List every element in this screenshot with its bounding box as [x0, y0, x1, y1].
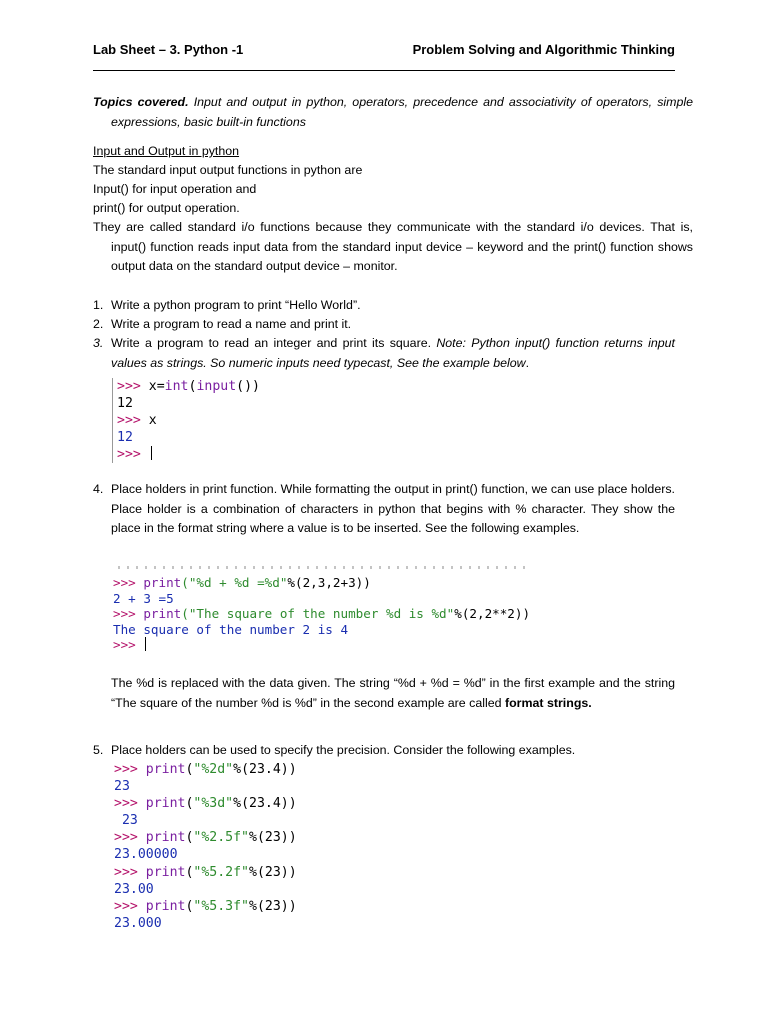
text-cursor: [145, 637, 146, 651]
header-rule: [93, 70, 675, 71]
code-output: 23.00000: [114, 847, 178, 863]
precision-heading: Place holders can be used to specify the precision.: [111, 743, 390, 757]
list-item-text: Write a program to read an integer and print its square. Note: Python input() function returns input values as strings. So numeric inputs need typecast, See the example below.: [111, 336, 675, 370]
code-output: 2 + 3 =5: [113, 590, 174, 606]
print-function-name: print(): [93, 201, 126, 215]
input-function-name: Input(): [93, 182, 129, 196]
topics-paragraph: [93, 93, 693, 132]
list-item-2: [93, 315, 675, 335]
code-block-precision: >>> print("%2d"%(23.4)) 23 >>> print("%3d"%(23.4)) 23 >>> print("%2.5f"%(23)) 23.00000 >>> print("%5.2f"%(23)) 23.00 >>> print("%5.3f"%(23)) 23.000: [114, 762, 297, 931]
cropped-text-remnant: [118, 566, 528, 569]
list-number: 5.: [93, 743, 104, 757]
code-output: 12: [117, 430, 133, 445]
placeholder-heading: Place holders in print function.: [111, 482, 278, 496]
code-block-input: >>> x=int(input()) 12 >>> x 12 >>>: [112, 378, 260, 463]
code-output: 23.00: [114, 881, 154, 897]
list-item-text: Write a program to read a name and print it.: [111, 317, 352, 331]
list-number: 1.: [93, 298, 104, 312]
list-item-text: Place holders can be used to specify the precision. Consider the following examples.: [111, 743, 576, 757]
code-output: 12: [117, 396, 133, 411]
list-item-text: Write a python program to print “Hello World”.: [111, 298, 361, 312]
typecast-note: Note: Python input() function returns input values as strings. So numeric inputs need typecast, See the example below: [111, 336, 675, 370]
topics-text: Input and output in python, operators, precedence and associativity of operators, simple expressions, basic built-in functions: [111, 95, 693, 129]
format-strings-term: format strings.: [504, 695, 592, 710]
code-output: The square of the number 2 is 4: [113, 621, 349, 637]
code-output: 23: [114, 813, 138, 829]
code-output: 23.000: [114, 915, 162, 931]
io-paragraph: They are called standard i/o functions because they communicate with the standard i/o devices. That is, input() function reads input data from the standard input device – keyword and the print() function shows output data on the standard output device – monitor.: [93, 220, 693, 273]
io-intro-line: The standard input output functions in python are: [93, 163, 363, 177]
list-number: 4.: [93, 482, 104, 496]
header-right-title: Problem Solving and Algorithmic Thinking: [412, 42, 675, 57]
topics-label: Topics covered.: [93, 95, 189, 109]
list-item-text: Place holders in print function. While formatting the output in print() function, we can use place holders. Place holder is a combination of characters in python that begins with % character. They show the place in the format string where a value is to be inserted. See the following examples.: [111, 482, 675, 535]
io-input-line: Input() for input operation and: [93, 182, 257, 196]
list-item-1: [93, 296, 675, 316]
list-item-4: [93, 480, 675, 539]
text-cursor: [151, 446, 152, 460]
list-item-5: [93, 741, 675, 761]
list-item-3: [93, 334, 675, 373]
io-print-line: print() for output operation.: [93, 201, 240, 215]
list-number: 2.: [93, 317, 104, 331]
format-strings-paragraph: The %d is replaced with the data given. The string “%d + %d = %d” in the first example and the string “The square of the number %d is %d” in the second example are called format strings.: [111, 676, 675, 710]
list-number: 3.: [93, 336, 104, 350]
header-left-title: Lab Sheet – 3. Python -1: [93, 42, 244, 57]
io-heading: Input and Output in python: [93, 144, 240, 158]
code-output: 23: [114, 779, 130, 795]
code-block-placeholders: >>> print("%d + %d =%d"%(2,3,2+3)) 2 + 3 =5 >>> print("The square of the number %d is %d"%(2,2**2)) The square of the number 2 is 4 >>>: [113, 575, 531, 653]
